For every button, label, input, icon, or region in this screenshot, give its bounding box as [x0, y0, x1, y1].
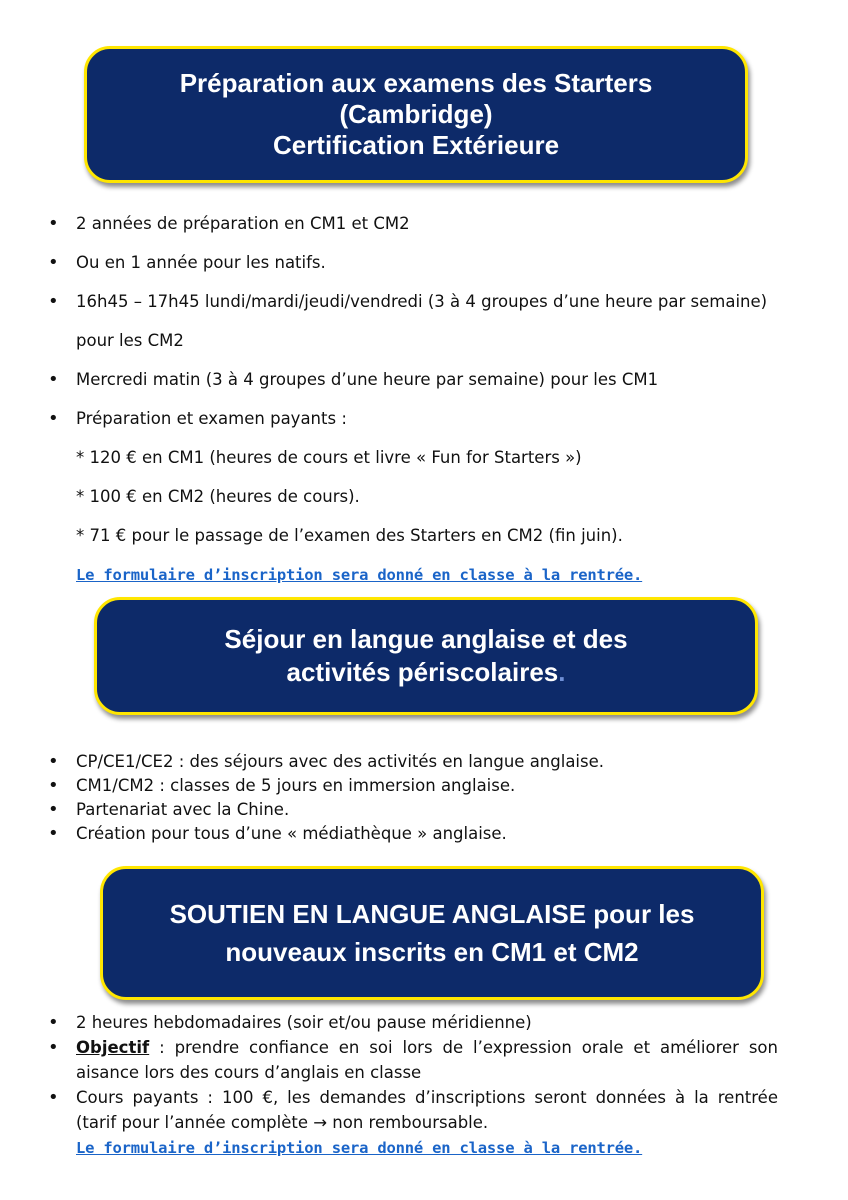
- list-item: • Ou en 1 année pour les natifs.: [48, 243, 788, 282]
- banner-title-line: (Cambridge): [339, 99, 493, 129]
- list-item-continuation: pour les CM2: [76, 331, 184, 350]
- list-item: • Cours payants : 100 €, les demandes d’inscriptions seront données à la rentrée (tarif pour l’année complète → non remboursable.: [48, 1085, 778, 1135]
- banner-title-line: Certification Extérieure: [272, 130, 560, 160]
- objective-text: : prendre confiance en soi lors de l’expression orale et améliorer son aisance lors des cours d’anglais en classe: [76, 1038, 778, 1082]
- price-line: * 120 € en CM1 (heures de cours et livre « Fun for Starters »): [76, 448, 582, 467]
- banner-title-line: Préparation aux examens des Starters: [179, 68, 653, 98]
- list-item: • Partenariat avec la Chine.: [48, 798, 788, 822]
- list-item: • Création pour tous d’une « médiathèque » anglaise.: [48, 822, 788, 846]
- banner-title-line: nouveaux inscrits en CM1 et CM2: [225, 937, 639, 967]
- english-support-list: [48, 1010, 778, 1161]
- banner-title-line: Séjour en langue anglaise et des: [224, 624, 628, 654]
- list-item: • Mercredi matin (3 à 4 groupes d’une heure par semaine) pour les CM1: [48, 360, 788, 399]
- list-item: [48, 1035, 778, 1085]
- banner-dot: .: [558, 657, 566, 687]
- price-line: * 71 € pour le passage de l’examen des Starters en CM2 (fin juin).: [76, 526, 623, 545]
- list-item: • 16h45 – 17h45 lundi/mardi/jeudi/vendredi (3 à 4 groupes d’une heure par semaine): [48, 282, 788, 321]
- starters-info-list: [48, 204, 788, 595]
- list-item: • CM1/CM2 : classes de 5 jours en immersion anglaise.: [48, 774, 788, 798]
- list-item: • CP/CE1/CE2 : des séjours avec des activités en langue anglaise.: [48, 750, 788, 774]
- price-line: * 100 € en CM2 (heures de cours).: [76, 487, 360, 506]
- banner-title-line: activités périscolaires: [286, 657, 559, 687]
- list-item: • 2 heures hebdomadaires (soir et/ou pause méridienne): [48, 1010, 778, 1035]
- list-item: • 2 années de préparation en CM1 et CM2: [48, 204, 788, 243]
- banner-english-stays: [94, 597, 758, 715]
- objective-label: Objectif: [76, 1038, 150, 1057]
- list-item: • Préparation et examen payants :: [48, 399, 788, 438]
- registration-form-link[interactable]: Le formulaire d’inscription sera donné en classe à la rentrée.: [76, 1139, 643, 1157]
- english-stays-list: [48, 750, 788, 846]
- banner-english-support: [100, 866, 764, 1000]
- banner-starters-preparation: [84, 46, 748, 183]
- registration-form-link[interactable]: Le formulaire d’inscription sera donné en classe à la rentrée.: [76, 566, 643, 584]
- banner-title-line: SOUTIEN EN LANGUE ANGLAISE pour les: [169, 899, 695, 929]
